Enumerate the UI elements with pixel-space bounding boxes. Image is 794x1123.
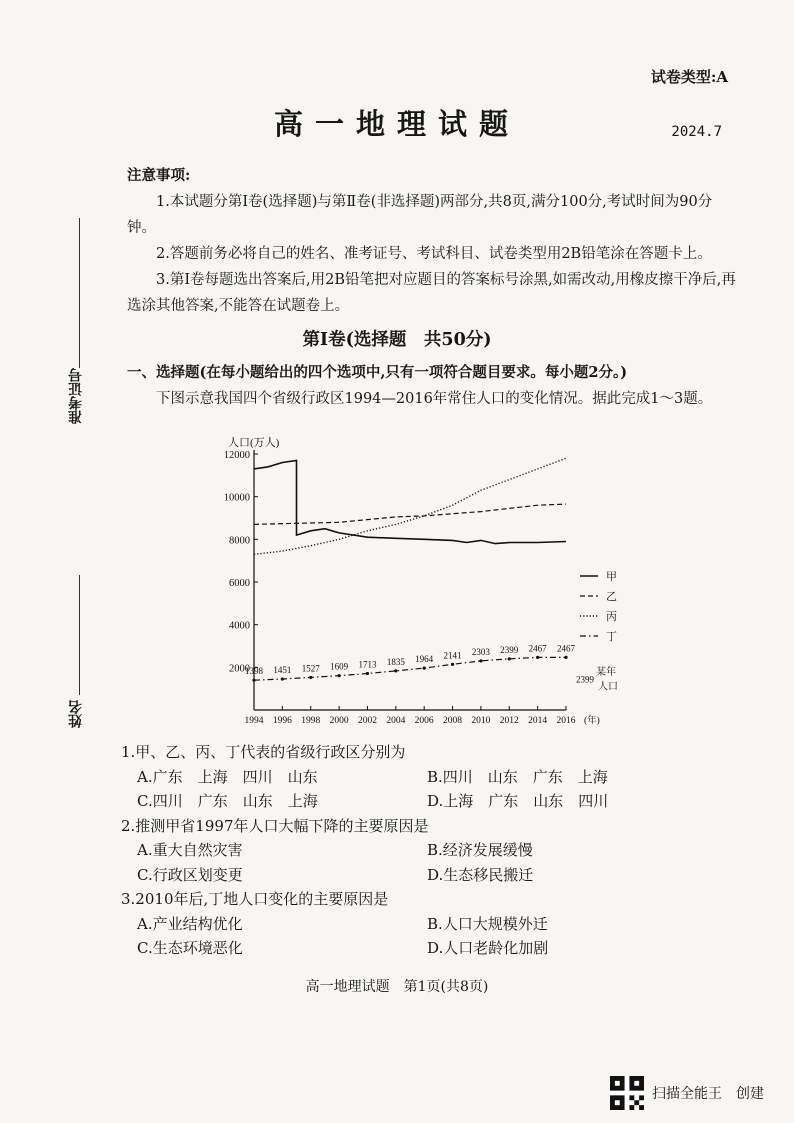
data-label: 2467	[528, 643, 547, 654]
scan-badge: 扫描全能王 创建	[652, 1086, 764, 1102]
series-point	[508, 657, 511, 660]
data-label: 1398	[245, 666, 263, 677]
x-tick-label: 2010	[471, 716, 491, 726]
data-label: 2141	[443, 650, 462, 661]
series-line-丙	[254, 458, 566, 554]
question-stem: 3.2010年后,丁地人口变化的主要原因是	[121, 890, 389, 908]
intro-text: 下图示意我国四个省级行政区1994—2016年常住人口的变化情况。据此完成1～3题。	[156, 391, 713, 407]
series-point	[536, 656, 539, 659]
series-point	[423, 667, 426, 670]
scanner-watermark	[610, 1076, 764, 1110]
population-chart	[210, 432, 630, 737]
y-tick-label: 2000	[229, 663, 250, 675]
chart-labels	[245, 643, 618, 692]
data-label: 1964	[415, 654, 434, 665]
series-point	[252, 679, 255, 682]
series-point	[479, 659, 482, 662]
series-line-甲	[254, 460, 566, 543]
key-text: 人口	[598, 681, 618, 693]
x-tick-label: 1998	[301, 716, 321, 726]
series-point	[281, 677, 284, 680]
data-label: 2303	[471, 646, 490, 657]
x-tick-label: 1996	[272, 716, 292, 726]
series-point	[366, 672, 369, 675]
question-stem: 1.甲、乙、丙、丁代表的省级行政区分别为	[121, 743, 406, 761]
question-2	[121, 814, 741, 888]
page-title: 高一地理试题	[273, 107, 520, 141]
name-label: 姓名	[68, 700, 84, 728]
option-a: A.广东 上海 四川 山东	[137, 767, 318, 786]
legend-label: 甲	[606, 571, 617, 583]
notes	[127, 163, 737, 319]
x-tick-label: 2012	[499, 716, 519, 726]
question-intro	[127, 360, 737, 412]
name-line	[79, 575, 80, 695]
data-label: 1451	[273, 665, 292, 676]
question-3	[121, 887, 741, 961]
x-tick-label: 2000	[329, 716, 349, 726]
key-text: 某年	[596, 666, 616, 678]
option-b: B.人口大规模外迁	[427, 914, 548, 933]
series-point	[337, 674, 340, 677]
question-1	[121, 740, 741, 814]
option-d: D.人口老龄化加剧	[427, 939, 549, 957]
legend-label: 乙	[606, 591, 617, 603]
data-label: 1527	[301, 663, 320, 674]
option-c: C.四川 广东 山东 上海	[137, 792, 318, 810]
exam-number-label: 准考证号	[68, 368, 84, 424]
qr-code-icon	[610, 1076, 644, 1110]
series-line-乙	[254, 504, 566, 524]
section-title: 第Ⅰ卷(选择题 共50分)	[302, 330, 492, 350]
x-tick-label: 2014	[528, 716, 548, 726]
exam-date: 2024.7	[671, 124, 722, 140]
y-tick-label: 12000	[223, 450, 250, 461]
paper-type: 试卷类型:A	[650, 68, 728, 86]
series-point	[564, 656, 567, 659]
part-heading: 一、选择题(在每小题给出的四个选项中,只有一项符合题目要求。每小题2分。)	[127, 364, 628, 381]
note-item: 2.答题前务必将自己的姓名、准考证号、考试科目、试卷类型用2B铅笔涂在答题卡上。	[156, 246, 712, 262]
series-point	[309, 676, 312, 679]
option-a: A.产业结构优化	[137, 914, 243, 933]
question-stem: 2.推测甲省1997年人口大幅下降的主要原因是	[121, 816, 429, 835]
series-point	[394, 669, 397, 672]
option-d: D.上海 广东 山东 四川	[427, 792, 609, 810]
x-tick-label: 1994	[244, 716, 264, 726]
chart-series	[252, 458, 567, 681]
option-b: B.经济发展缓慢	[427, 841, 533, 859]
data-label: 1713	[358, 659, 377, 670]
option-c: C.行政区划变更	[137, 865, 243, 884]
x-axis-unit: (年)	[584, 716, 600, 726]
option-c: C.生态环境恶化	[137, 939, 243, 957]
questions	[121, 740, 741, 961]
data-label: 1609	[330, 661, 349, 672]
y-axis-label: 人口(万人)	[228, 437, 280, 449]
option-b: B.四川 山东 广东 上海	[427, 767, 608, 786]
x-tick-label: 2008	[443, 716, 463, 726]
x-tick-label: 2002	[357, 716, 377, 726]
x-tick-label: 2006	[414, 716, 434, 726]
x-tick-label: 2016	[556, 716, 576, 726]
key-value: 2399	[576, 674, 594, 685]
data-label: 2399	[500, 644, 519, 655]
chart-legend	[580, 570, 617, 643]
page-footer: 高一地理试题 第1页(共8页)	[305, 979, 489, 995]
note-item: 1.本试题分第Ⅰ卷(选择题)与第Ⅱ卷(非选择题)两部分,共8页,满分100分,考试时间为90分钟。	[127, 194, 713, 236]
y-tick-label: 8000	[229, 535, 250, 547]
notes-heading: 注意事项:	[127, 167, 191, 184]
x-tick-label: 2004	[386, 716, 406, 726]
legend-label: 丁	[606, 631, 617, 643]
option-a: A.重大自然灾害	[137, 841, 243, 859]
data-label: 1835	[386, 656, 405, 667]
note-item: 3.第Ⅰ卷每题选出答案后,用2B铅笔把对应题目的答案标号涂黑,如需改动,用橡皮擦干净后,再选涂其他答案,不能答在试题卷上。	[127, 272, 736, 314]
y-tick-label: 10000	[223, 492, 250, 504]
option-d: D.生态移民搬迁	[427, 865, 534, 884]
chart-axes	[224, 436, 600, 726]
legend-label: 丙	[606, 611, 617, 623]
y-tick-label: 4000	[229, 620, 250, 632]
data-label: 2467	[557, 643, 575, 654]
y-tick-label: 6000	[229, 578, 250, 589]
series-point	[451, 663, 454, 666]
